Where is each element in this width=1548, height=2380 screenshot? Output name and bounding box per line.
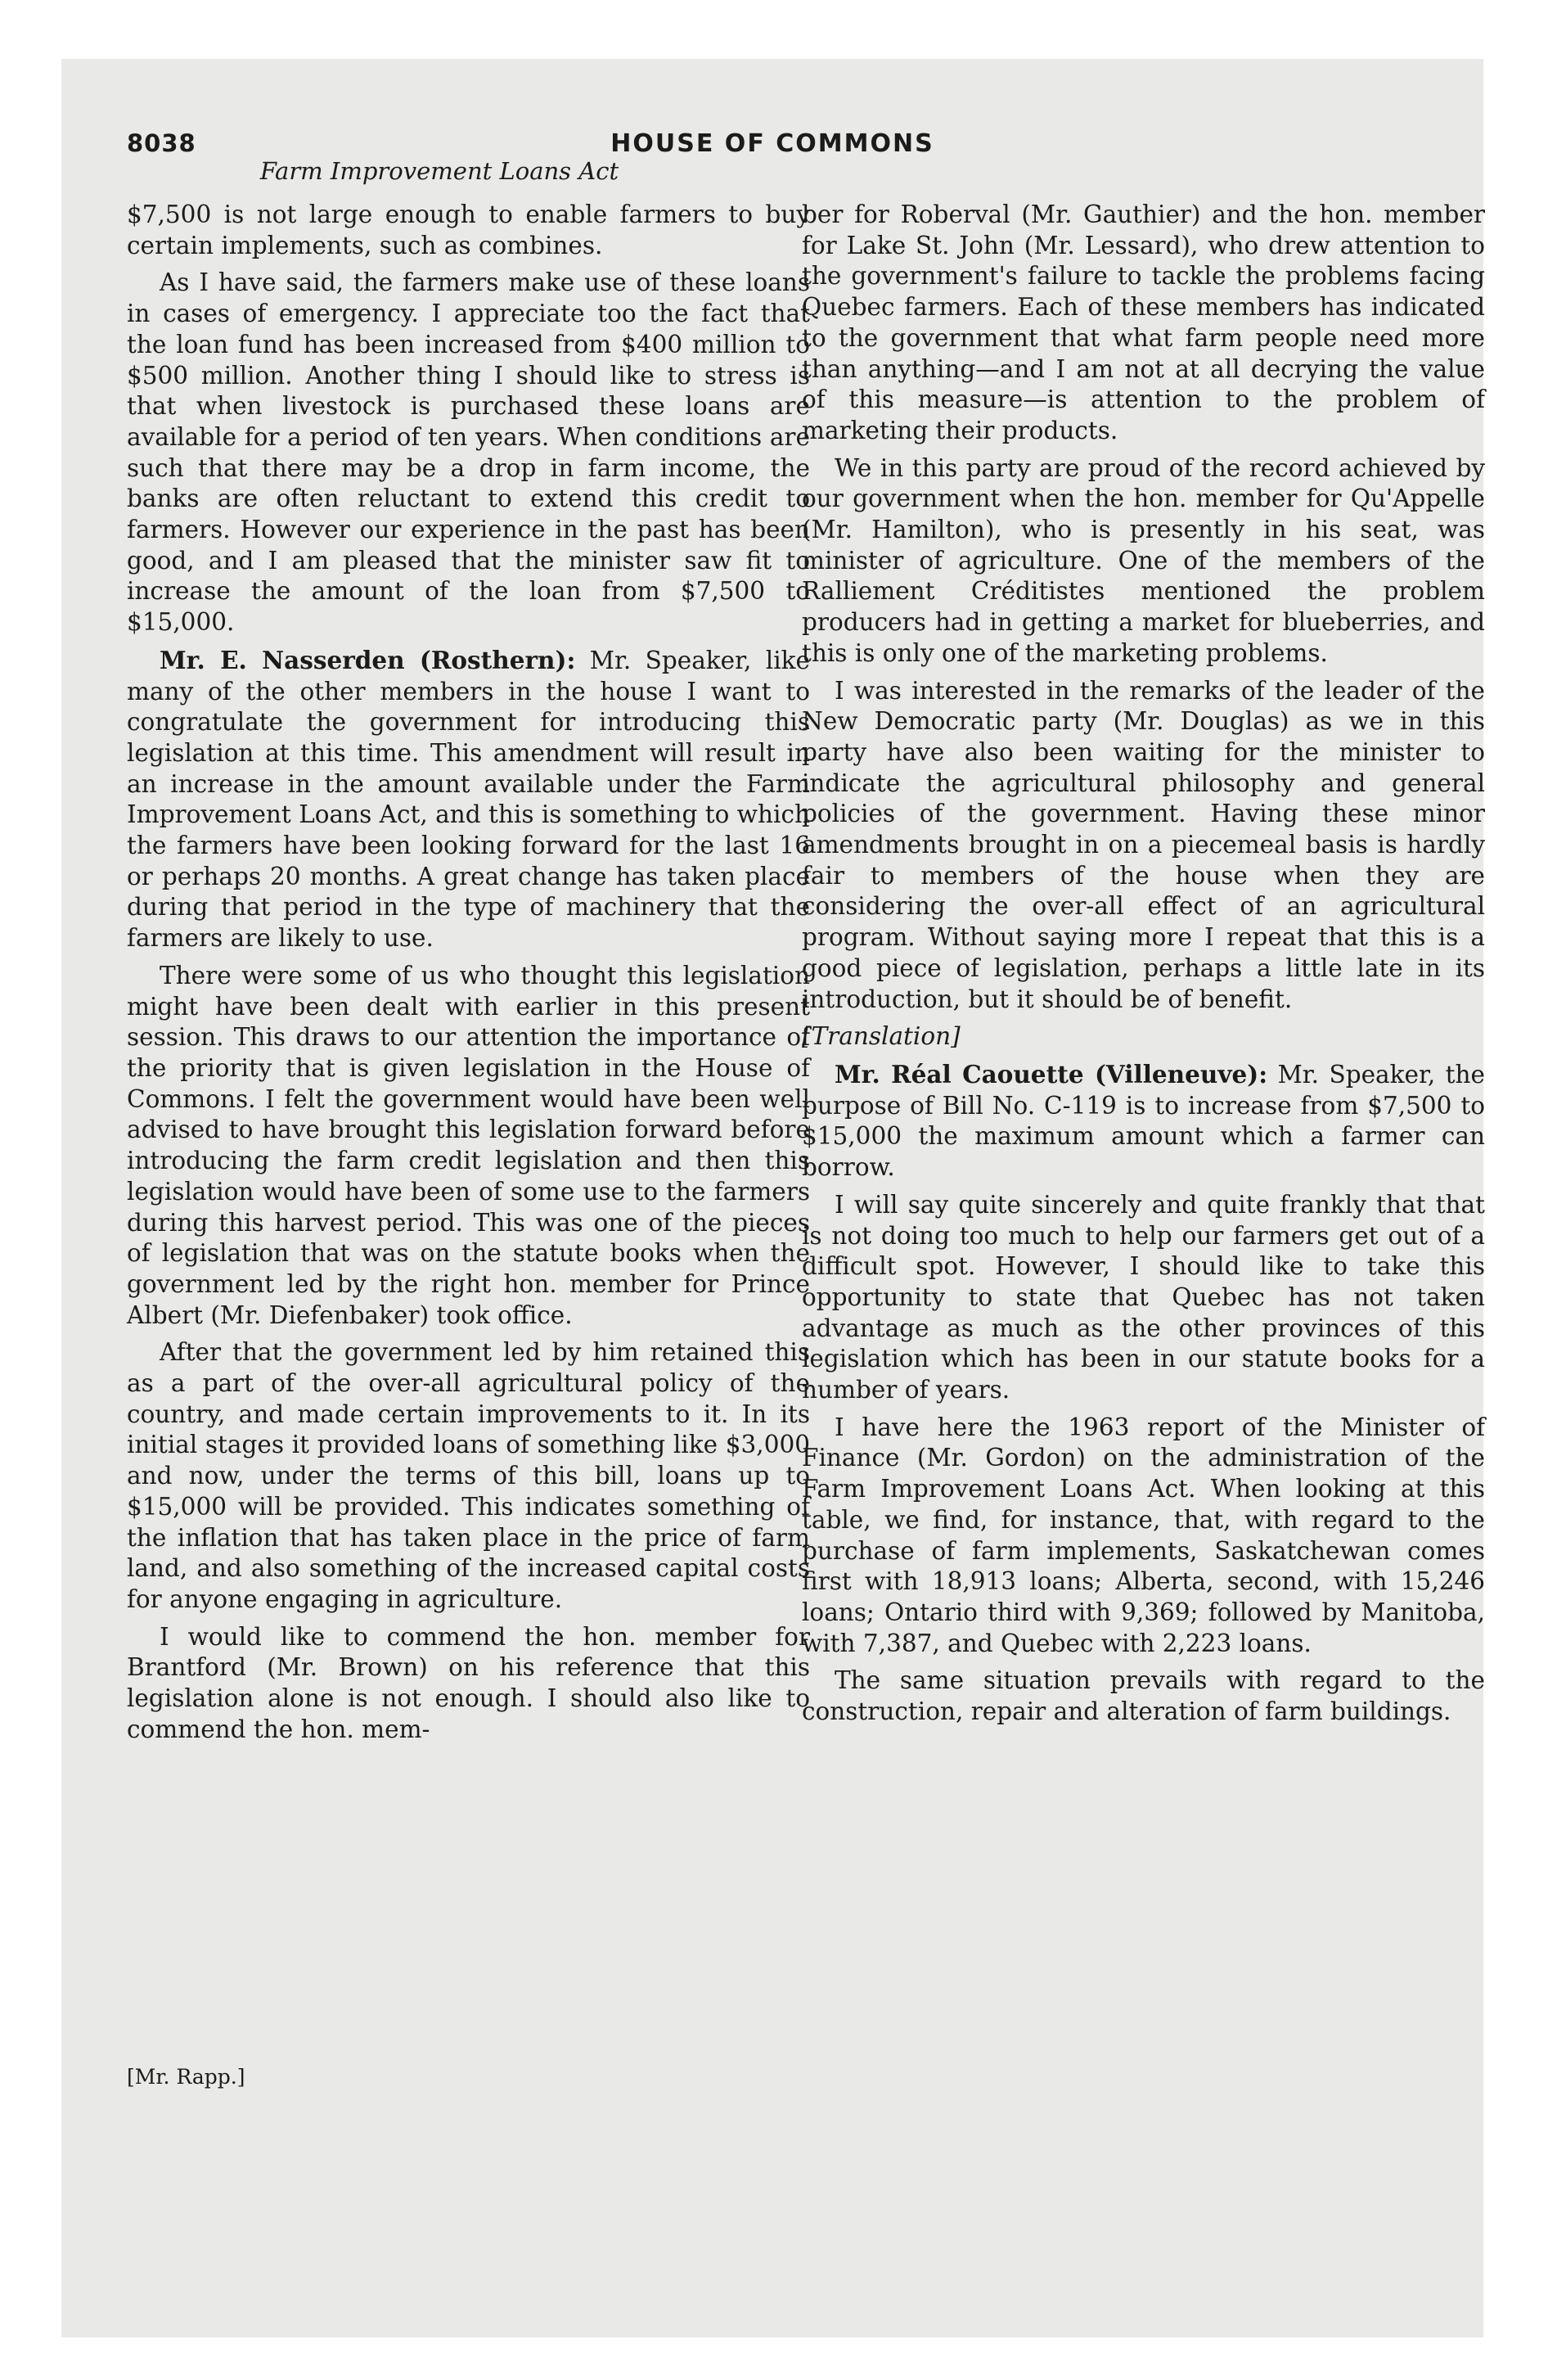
- speech-text: Mr. Speaker, the purpose of Bill No. C-119 is to increase from $7,500 to $15,000 the maximum amount which a farmer can borrow.: [802, 1060, 1485, 1182]
- speech-paragraph: [802, 1059, 1485, 1183]
- paragraph: ber for Roberval (Mr. Gauthier) and the hon. member for Lake St. John (Mr. Lessard), who drew attention to the government's failure to tackle the problems facing Quebec farmers. Each of these members has indicated to the government that what farm people need more than anything—and I am not at all decrying the value of this measure—is attention to the problem of marketing their products.: [802, 201, 1485, 444]
- right-column: [802, 200, 1485, 1734]
- left-column: [127, 200, 810, 1751]
- paragraph: I was interested in the remarks of the leader of the New Democratic party (Mr. Douglas) as we in this party have also been waiting for the minister to indicate the agricultural philosophy and general policies of the government. Having these minor amendments brought in on a piecemeal basis is hardly fair to members of the house when they are considering the over-all effect of an agricultural program. Without saying more I repeat that this is a good piece of legislation, perhaps a little late in its introduction, but it should be of benefit.: [802, 676, 1485, 1013]
- paragraph: $7,500 is not large enough to enable farmers to buy certain implements, such as combines.: [127, 201, 810, 259]
- speaker-name: Mr. E. Nasserden (Rosthern):: [160, 645, 576, 674]
- paragraph: The same situation prevails with regard to the construction, repair and alteration of farm buildings.: [802, 1666, 1485, 1726]
- speaker-name: Mr. Réal Caouette (Villeneuve):: [835, 1059, 1268, 1089]
- paragraph: I would like to commend the hon. member for Brantford (Mr. Brown) on his reference that this legislation alone is not enough. I should also like to commend the hon. mem-: [127, 1622, 810, 1743]
- paragraph: As I have said, the farmers make use of these loans in cases of emergency. I appreciate too the fact that the loan fund has been increased from $400 million to $500 million. Another thing I should like to stress is that when livestock is purchased these loans are available for a period of ten years. When conditions are such that there may be a drop in farm income, the banks are often reluctant to extend this credit to farmers. However our experience in the past has been good, and I am pleased that the minister saw fit to increase the amount of the loan from $7,500 to $15,000.: [127, 268, 810, 637]
- paragraph: After that the government led by him retained this as a part of the over-all agricultural policy of the country, and made certain improvements to it. In its initial stages it provided loans of something like $3,000 and now, under the terms of this bill, loans up to $15,000 will be provided. This indicates something of the inflation that has taken place in the price of farm land, and also something of the increased capital costs for anyone engaging in agriculture.: [127, 1338, 810, 1613]
- running-head: HOUSE OF COMMONS: [610, 129, 934, 158]
- page-number: 8038: [127, 129, 196, 157]
- paragraph: There were some of us who thought this legislation might have been dealt with earlier in this present session. This draws to our attention the importance of the priority that is given legislation in the House of Commons. I felt the government would have been well advised to have brought this legislation forward before introducing the farm credit legislation and then this legislation would have been of some use to the farmers during this harvest period. This was one of the pieces of legislation that was on the statute books when the government led by the right hon. member for Prince Albert (Mr. Diefenbaker) took office.: [127, 961, 810, 1329]
- paragraph: I have here the 1963 report of the Minister of Finance (Mr. Gordon) on the administration of the Farm Improvement Loans Act. When looking at this table, we find, for instance, that, with regard to the purchase of farm implements, Saskatchewan comes first with 18,913 loans; Alberta, second, with 15,246 loans; Ontario third with 9,369; followed by Manitoba, with 7,387, and Quebec with 2,223 loans.: [802, 1413, 1485, 1657]
- speech-paragraph: [127, 645, 810, 954]
- subject-title: Farm Improvement Loans Act: [259, 157, 619, 185]
- footer-attribution: [Mr. Rapp.]: [127, 2065, 245, 2089]
- paragraph: I will say quite sincerely and quite frankly that that is not doing too much to help our farmers get out of a difficult spot. However, I should like to take this opportunity to state that Quebec has not taken advantage as much as the other provinces of this legislation which has been in our statute books for a number of years.: [802, 1190, 1485, 1404]
- translation-note: [Translation]: [802, 1022, 961, 1051]
- speech-text: Mr. Speaker, like many of the other members in the house I want to congratulate the government for introducing this legislation at this time. This amendment will result in an increase in the amount available under the Farm Improvement Loans Act, and this is something to which the farmers have been looking forward for the last 16 or perhaps 20 months. A great change has taken place during that period in the type of machinery that the farmers are likely to use.: [127, 646, 810, 953]
- paragraph: We in this party are proud of the record achieved by our government when the hon. member for Qu'Appelle (Mr. Hamilton), who is presently in his seat, was minister of agriculture. One of the members of the Ralliement Créditistes mentioned the problem producers had in getting a market for blueberries, and this is only one of the marketing problems.: [802, 453, 1485, 667]
